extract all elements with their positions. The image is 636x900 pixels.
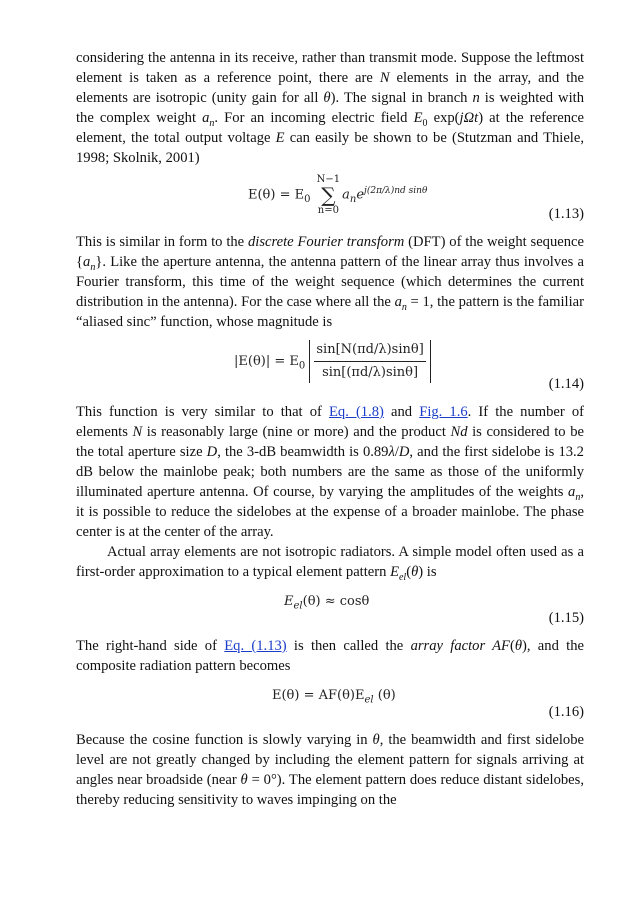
symbol-E: E xyxy=(390,564,399,580)
symbol-theta: θ xyxy=(411,564,419,580)
eq-subscript: 0 xyxy=(304,194,311,206)
equation-body xyxy=(272,686,396,706)
sum-lower: n=0 xyxy=(317,205,339,216)
text: . For an incoming electric field xyxy=(214,110,414,126)
eq-exponent: j(2π/λ)nd sinθ xyxy=(364,186,428,197)
sum-symbol: N−1 ∑ n=0 xyxy=(316,174,341,216)
denominator: sin[(πd/λ)sinθ] xyxy=(322,365,419,380)
link-eq-1-13[interactable]: Eq. (1.13) xyxy=(224,638,287,654)
emphasis-array-factor: array factor AF xyxy=(410,638,510,654)
paragraph-array-factor xyxy=(76,636,584,676)
text: can easily be shown to be (Stutzman and Thiele, 1998; Skolnik, 2001) xyxy=(76,130,584,166)
text: , the beamwidth and first sidelobe level are not greatly changed by including the element pattern for signals arriving at angles near broadside (near xyxy=(76,732,584,788)
equation-1-13 xyxy=(76,174,584,226)
equation-body xyxy=(248,174,427,216)
symbol-N: N xyxy=(132,424,143,440)
subscript-el: el xyxy=(398,571,407,583)
eq-lhs: |E(θ)| = E xyxy=(234,354,299,369)
text: (DFT) of the weight sequence { xyxy=(76,234,584,270)
symbol-lambda: λ xyxy=(388,444,395,460)
text: Because the cosine function is slowly varying in xyxy=(76,732,373,748)
symbol-a: a xyxy=(83,254,91,270)
equation-1-14 xyxy=(76,338,584,396)
eq-lhs: E(θ) = AF(θ)E xyxy=(272,688,365,703)
text: This function is very similar to that of xyxy=(76,404,329,420)
equation-body xyxy=(234,340,431,383)
link-eq-1-8[interactable]: Eq. (1.8) xyxy=(328,404,384,420)
subscript-0: 0 xyxy=(422,117,428,129)
equation-number: (1.15) xyxy=(548,610,584,626)
eq-term-sub: n xyxy=(349,194,357,206)
text: = 0°). The element pattern does reduce distant sidelobes, thereby reducing sensitivity to waves impinging on the xyxy=(76,772,584,808)
text: ). The signal in branch xyxy=(330,90,473,106)
document-page xyxy=(76,48,584,810)
symbol-theta: θ xyxy=(372,732,380,748)
sum-upper: N−1 xyxy=(316,174,341,185)
text: / xyxy=(394,444,399,460)
eq-term-a: a xyxy=(342,187,350,203)
eq-lhs: E xyxy=(284,594,294,609)
text: and xyxy=(383,404,420,420)
symbol-N: N xyxy=(379,70,390,86)
text: , and the first sidelobe is 13.2 dB below the mainlobe peak; both numbers are the same as those of the uniformly illuminated aperture antenna. Of course, by varying the amplitudes of the weights xyxy=(76,444,584,500)
subscript-n: n xyxy=(401,301,407,313)
text: ( xyxy=(509,638,515,654)
text: This is similar in form to the xyxy=(76,234,248,250)
link-fig-1-6[interactable]: Fig. 1.6 xyxy=(419,404,468,420)
symbol-j-omega-t: jΩt xyxy=(459,110,479,126)
equation-number: (1.16) xyxy=(548,704,584,720)
text: The right-hand side of xyxy=(76,638,225,654)
symbol-D: D xyxy=(398,444,410,460)
text: is reasonably large (nine or more) and the product xyxy=(142,424,451,440)
symbol-theta: θ xyxy=(323,90,331,106)
eq-lhs: E(θ) = E xyxy=(248,187,305,203)
text: ) is xyxy=(418,564,437,580)
equation-1-15 xyxy=(76,588,584,630)
subscript-n: n xyxy=(209,117,215,129)
text: . If the number of elements xyxy=(76,404,585,440)
eq-term-e: e xyxy=(356,187,365,203)
equation-1-16 xyxy=(76,682,584,724)
text: exp( xyxy=(427,110,460,126)
text: elements in the array, and the elements are isotropic (unity gain for all xyxy=(76,70,585,106)
equation-number: (1.14) xyxy=(548,376,584,392)
paragraph-receive-mode xyxy=(76,48,584,168)
paragraph-cosine xyxy=(76,730,584,810)
absolute-value xyxy=(309,340,430,383)
text: is weighted with the complex weight xyxy=(76,90,584,126)
eq-subscript: 0 xyxy=(298,360,306,372)
symbol-theta: θ xyxy=(240,772,248,788)
symbol-a: a xyxy=(568,484,576,500)
symbol-a: a xyxy=(394,294,402,310)
subscript-n: n xyxy=(575,491,581,503)
text: considering the antenna in its receive, rather than transmit mode. Suppose the leftmost element is taken as a reference point, there are xyxy=(76,50,584,86)
numerator: sin[N(πd/λ)sinθ] xyxy=(314,340,425,362)
text: ( xyxy=(406,564,412,580)
symbol-theta: θ xyxy=(514,638,523,654)
symbol-E: E xyxy=(413,110,423,126)
eq-subscript: el xyxy=(293,600,303,612)
symbol-n: n xyxy=(472,90,480,106)
text: ) at the reference element, the total output voltage xyxy=(76,110,585,146)
symbol-Nd: Nd xyxy=(450,424,468,440)
equation-number: (1.13) xyxy=(548,206,584,222)
equation-body xyxy=(284,592,369,612)
symbol-E: E xyxy=(275,130,285,146)
emphasis-dft: discrete Fourier transform xyxy=(248,234,405,250)
text: }. Like the aperture antenna, the antenna pattern of the linear array thus involves a Fourier transform, this time of the weight sequence (which determines the current distribution in the antenna). For the case where all the xyxy=(76,254,584,310)
text: Actual array elements are not isotropic radiators. A simple model often used as a first-order approximation to a typical element pattern xyxy=(76,544,584,580)
fraction xyxy=(314,340,425,383)
paragraph-element-pattern xyxy=(76,542,584,582)
text: is then called the xyxy=(286,638,411,654)
text: is considered to be the total aperture size xyxy=(76,424,584,460)
symbol-D: D xyxy=(206,444,218,460)
text: , it is possible to reduce the sidelobes at the expense of a broader mainlobe. The phase center is at the center of the array. xyxy=(76,484,584,540)
text: , the 3-dB beamwidth is 0.89 xyxy=(217,444,389,460)
eq-subscript: el xyxy=(364,694,374,706)
paragraph-beamwidth xyxy=(76,402,584,542)
paragraph-dft xyxy=(76,232,584,332)
text: = 1, the pattern is the familiar “aliased sinc” function, whose magnitude is xyxy=(76,294,584,330)
eq-rhs: (θ) ≈ cosθ xyxy=(302,594,370,609)
text: ), and the composite radiation pattern becomes xyxy=(76,638,584,674)
symbol-a: a xyxy=(202,110,210,126)
subscript-n: n xyxy=(90,261,96,273)
eq-rhs: (θ) xyxy=(373,688,396,703)
